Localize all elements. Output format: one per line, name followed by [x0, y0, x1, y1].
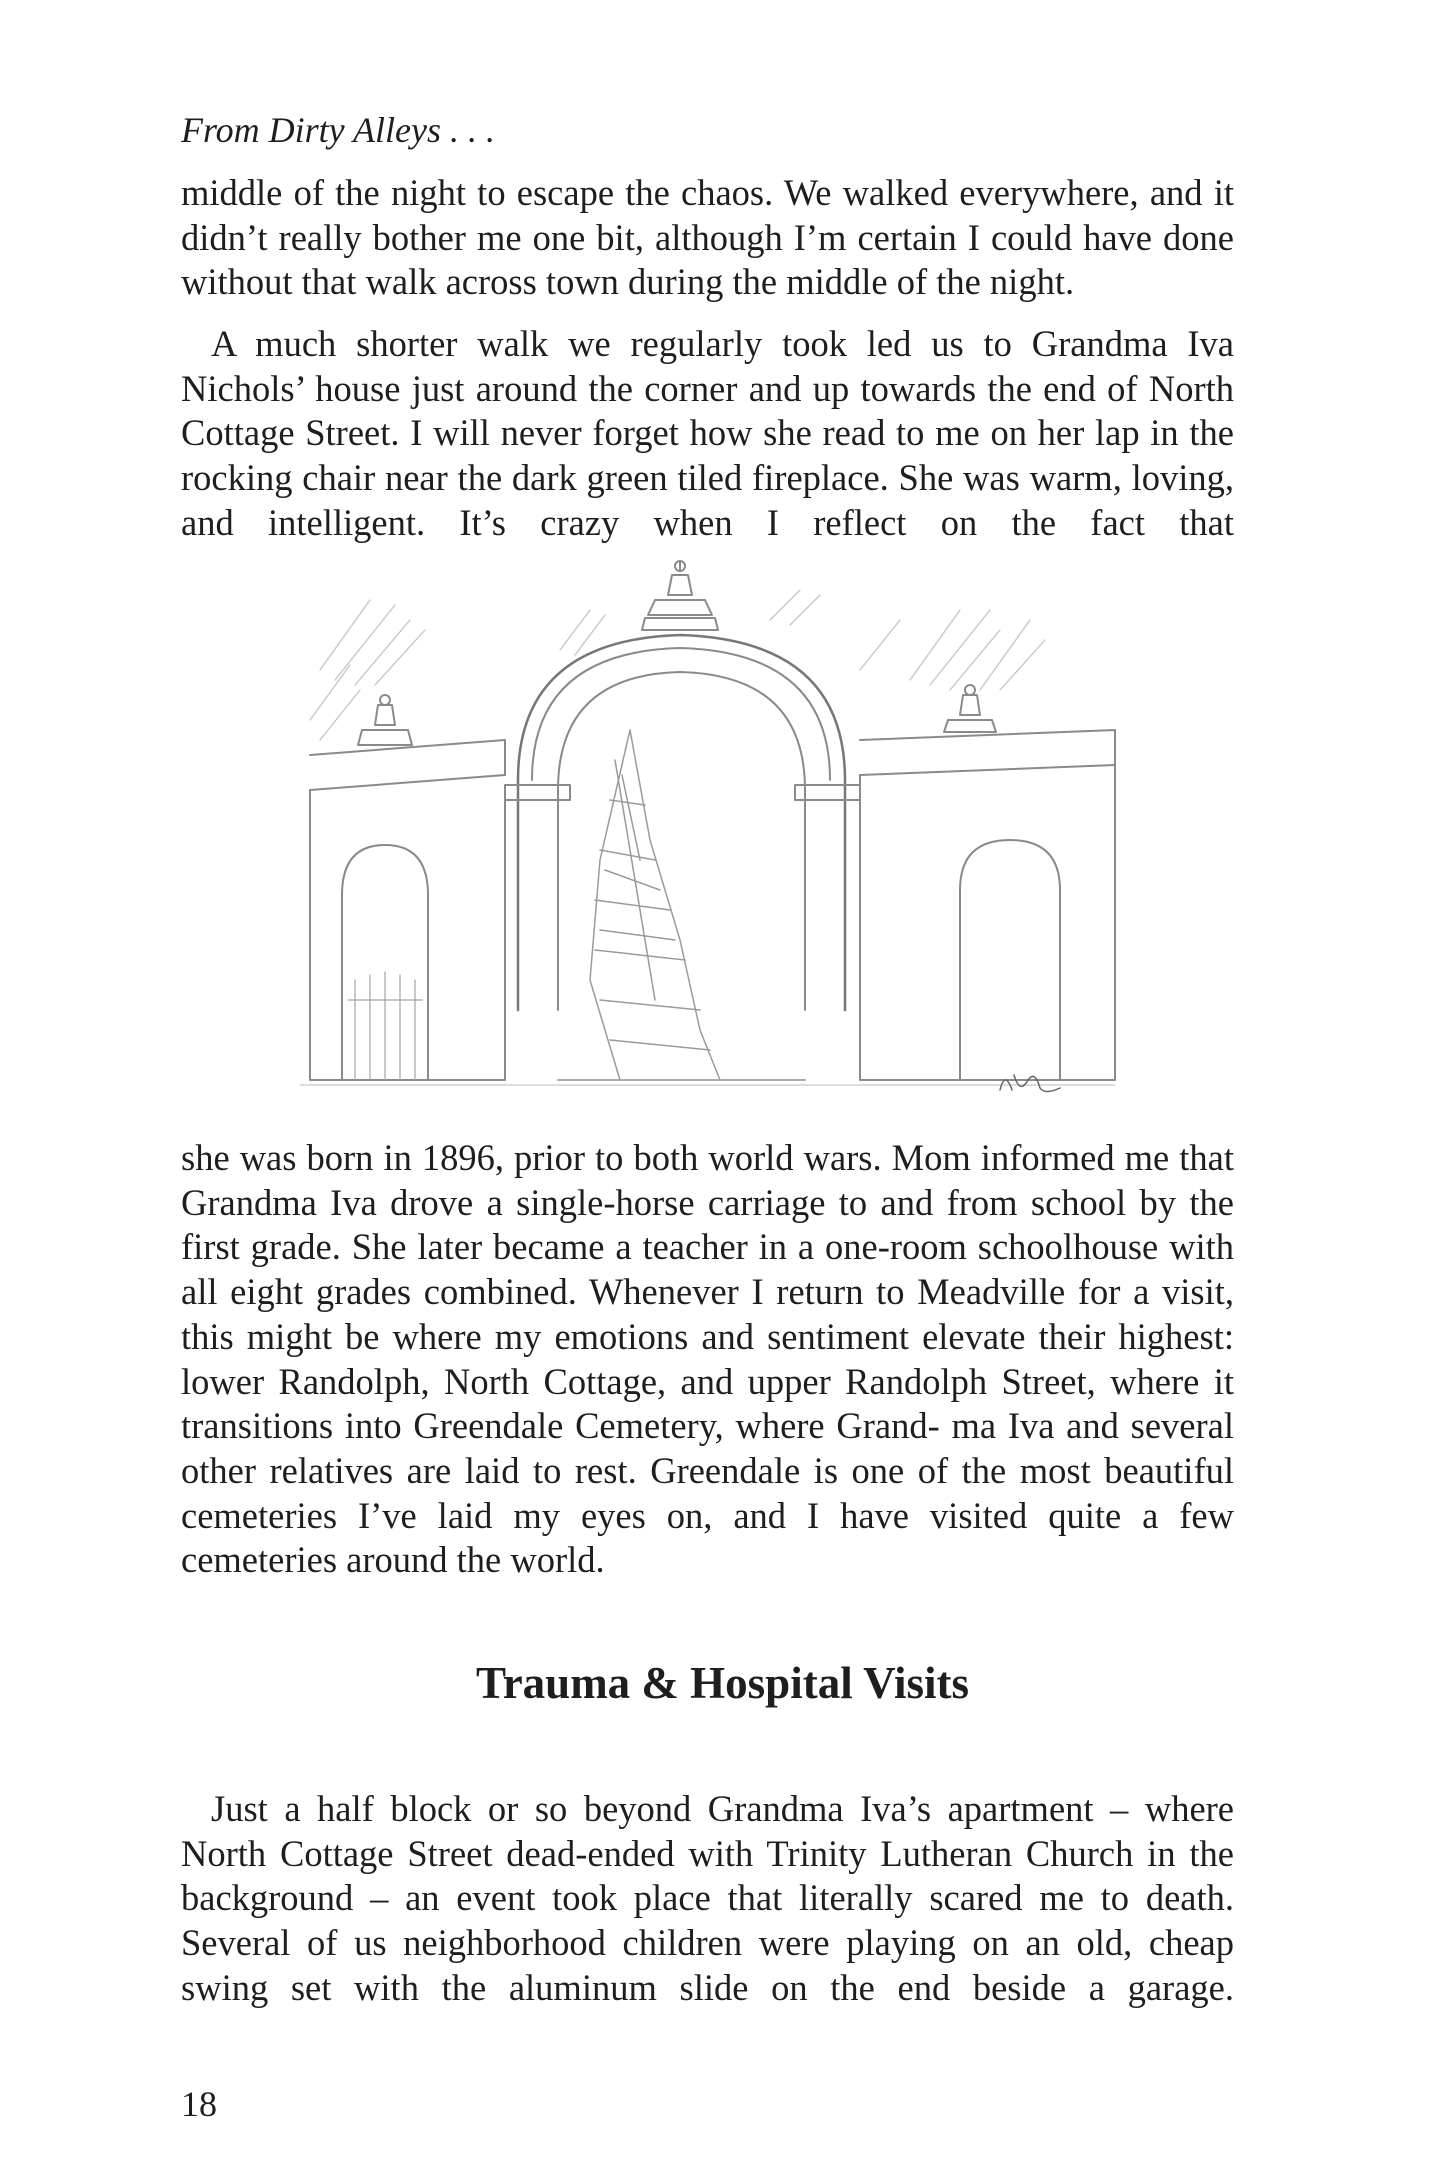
- paragraph-trauma: Just a half block or so beyond Grandma Iva’s apartment – where North Cottage Street dead-ended with Trinity Lutheran Church in the background – an event took place that literally scared me to death. Several of us neighborhood children were playing on an old, cheap swing set with the aluminum slide on the end beside a garage.: [181, 1788, 1234, 2008]
- paragraph-opening: middle of the night to escape the chaos. We walked everywhere, and it didn’t really bother me one bit, although I’m certain I could have done without that walk across town during the middle of the night.: [181, 172, 1234, 303]
- section-heading: Trauma & Hospital Visits: [476, 1658, 969, 1708]
- paragraph-born-1896: she was born in 1896, prior to both world wars. Mom informed me that Grandma Iva drove a single-horse carriage to and from school by the first grade. She later became a teacher in a one-room schoolhouse with all eight grades combined. Whenever I return to Meadville for a visit, this might be where my emotions and sentiment elevate their highest: lower Randolph, North Cottage, and upper Randolph Street, where it transitions into Greendale Cemetery, where Grand- ma Iva and several other relatives are laid to rest. Greendale is one of the most beautiful cemeteries I’ve laid my eyes on, and I have visited quite a few cemeteries around the world.: [181, 1137, 1234, 1581]
- running-head: From Dirty Alleys . . .: [181, 110, 495, 150]
- page-number: 18: [181, 2084, 217, 2124]
- cemetery-gate-illustration: [300, 560, 1130, 1120]
- paragraph-grandma-iva: A much shorter walk we regularly took led us to Grandma Iva Nichols’ house just around the corner and up towards the end of North Cottage Street. I will never forget how she read to me on her lap in the rocking chair near the dark green tiled fireplace. She was warm, loving, and intelligent. It’s crazy when I reflect on the fact that: [181, 323, 1234, 543]
